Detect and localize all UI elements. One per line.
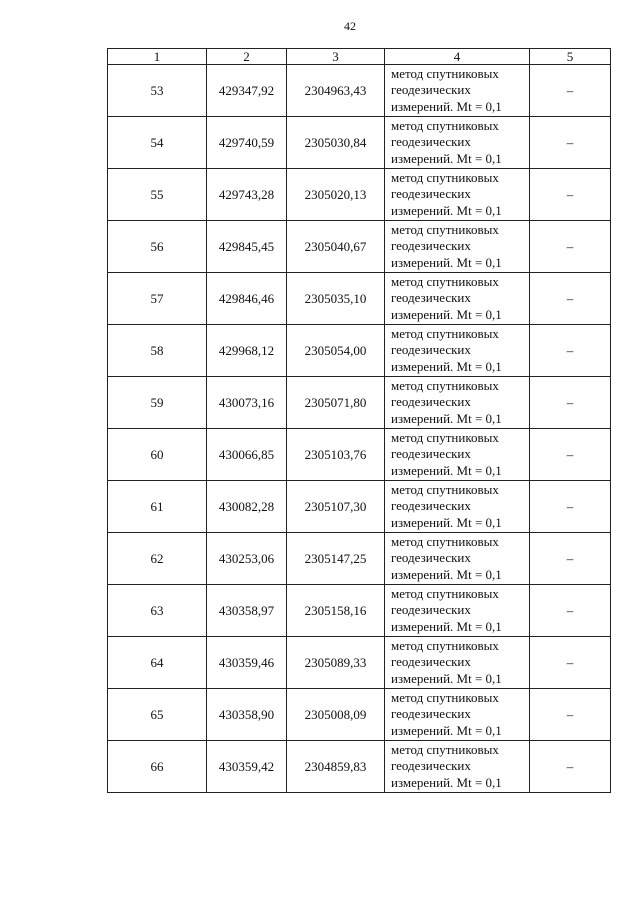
method-line: геодезических: [391, 498, 471, 514]
method-line: метод спутниковых: [391, 637, 499, 653]
method-line: геодезических: [391, 654, 471, 670]
method-line: метод спутниковых: [391, 221, 499, 237]
method-line: метод спутниковых: [391, 65, 499, 81]
table-row: [108, 325, 611, 377]
page-number: 42: [344, 19, 356, 33]
coordinate-y: 2305147,25: [287, 533, 385, 585]
method-line: метод спутниковых: [391, 429, 499, 445]
point-number: 55: [108, 169, 207, 221]
point-number: 59: [108, 377, 207, 429]
point-number: 56: [108, 221, 207, 273]
coordinate-y: 2305040,67: [287, 221, 385, 273]
table-row: [108, 117, 611, 169]
header-col-4: 4: [385, 49, 530, 65]
method-line: геодезических: [391, 238, 471, 254]
method-description: [385, 585, 530, 637]
method-line: измерений. Mt = 0,1: [391, 150, 502, 166]
point-number: 54: [108, 117, 207, 169]
note-cell: –: [530, 689, 611, 741]
table-row: [108, 585, 611, 637]
note-cell: –: [530, 637, 611, 689]
coordinate-x: 430082,28: [207, 481, 287, 533]
method-description: [385, 377, 530, 429]
method-line: измерений. Mt = 0,1: [391, 618, 502, 634]
coordinate-x: 429846,46: [207, 273, 287, 325]
method-description: [385, 169, 530, 221]
note-cell: –: [530, 221, 611, 273]
note-cell: –: [530, 741, 611, 793]
note-cell: –: [530, 273, 611, 325]
method-line: метод спутниковых: [391, 689, 499, 705]
point-number: 66: [108, 741, 207, 793]
point-number: 58: [108, 325, 207, 377]
table-row: [108, 637, 611, 689]
note-cell: –: [530, 377, 611, 429]
header-col-3: 3: [287, 49, 385, 65]
coordinate-x: 429347,92: [207, 65, 287, 117]
method-line: измерений. Mt = 0,1: [391, 722, 502, 738]
method-line: метод спутниковых: [391, 117, 499, 133]
method-description: [385, 325, 530, 377]
point-number: 53: [108, 65, 207, 117]
method-line: геодезических: [391, 550, 471, 566]
coordinate-y: 2304859,83: [287, 741, 385, 793]
note-cell: –: [530, 533, 611, 585]
header-col-1: 1: [108, 49, 207, 65]
coordinate-x: 429740,59: [207, 117, 287, 169]
point-number: 60: [108, 429, 207, 481]
table-row: [108, 273, 611, 325]
coordinate-x: 430066,85: [207, 429, 287, 481]
method-description: [385, 741, 530, 793]
point-number: 61: [108, 481, 207, 533]
method-description: [385, 117, 530, 169]
method-line: измерений. Mt = 0,1: [391, 670, 502, 686]
method-line: измерений. Mt = 0,1: [391, 774, 502, 790]
method-line: измерений. Mt = 0,1: [391, 254, 502, 270]
method-line: геодезических: [391, 758, 471, 774]
table-row: [108, 221, 611, 273]
coordinate-y: 2305089,33: [287, 637, 385, 689]
method-description: [385, 533, 530, 585]
method-description: [385, 221, 530, 273]
coordinate-x: 430359,42: [207, 741, 287, 793]
table-row: [108, 741, 611, 793]
method-line: измерений. Mt = 0,1: [391, 202, 502, 218]
coordinate-y: 2305008,09: [287, 689, 385, 741]
method-line: геодезических: [391, 446, 471, 462]
method-line: измерений. Mt = 0,1: [391, 410, 502, 426]
method-line: измерений. Mt = 0,1: [391, 566, 502, 582]
note-cell: –: [530, 325, 611, 377]
method-description: [385, 273, 530, 325]
header-col-2: 2: [207, 49, 287, 65]
method-line: измерений. Mt = 0,1: [391, 514, 502, 530]
coordinate-y: 2305020,13: [287, 169, 385, 221]
method-line: метод спутниковых: [391, 585, 499, 601]
method-description: [385, 637, 530, 689]
coordinate-x: 430253,06: [207, 533, 287, 585]
method-line: метод спутниковых: [391, 273, 499, 289]
header-col-5: 5: [530, 49, 611, 65]
method-description: [385, 429, 530, 481]
point-number: 62: [108, 533, 207, 585]
method-line: геодезических: [391, 394, 471, 410]
coordinate-y: 2305054,00: [287, 325, 385, 377]
method-description: [385, 689, 530, 741]
method-line: измерений. Mt = 0,1: [391, 358, 502, 374]
coordinate-x: 430073,16: [207, 377, 287, 429]
method-line: геодезических: [391, 134, 471, 150]
method-line: метод спутниковых: [391, 533, 499, 549]
method-description: [385, 65, 530, 117]
coordinate-x: 429743,28: [207, 169, 287, 221]
coordinate-x: 429968,12: [207, 325, 287, 377]
method-line: геодезических: [391, 290, 471, 306]
table-row: [108, 533, 611, 585]
method-line: метод спутниковых: [391, 377, 499, 393]
table-row: [108, 481, 611, 533]
method-line: метод спутниковых: [391, 169, 499, 185]
method-description: [385, 481, 530, 533]
table-row: [108, 377, 611, 429]
method-line: измерений. Mt = 0,1: [391, 306, 502, 322]
table-row: [108, 429, 611, 481]
method-line: метод спутниковых: [391, 741, 499, 757]
coordinate-y: 2305035,10: [287, 273, 385, 325]
point-number: 57: [108, 273, 207, 325]
coordinate-x: 430358,90: [207, 689, 287, 741]
coordinate-y: 2305107,30: [287, 481, 385, 533]
coordinate-y: 2305030,84: [287, 117, 385, 169]
method-line: геодезических: [391, 602, 471, 618]
coordinate-y: 2305071,80: [287, 377, 385, 429]
note-cell: –: [530, 65, 611, 117]
coordinate-x: 430359,46: [207, 637, 287, 689]
note-cell: –: [530, 429, 611, 481]
point-number: 63: [108, 585, 207, 637]
method-line: геодезических: [391, 706, 471, 722]
method-line: метод спутниковых: [391, 481, 499, 497]
point-number: 65: [108, 689, 207, 741]
method-line: метод спутниковых: [391, 325, 499, 341]
note-cell: –: [530, 169, 611, 221]
table-row: [108, 65, 611, 117]
coordinate-y: 2304963,43: [287, 65, 385, 117]
note-cell: –: [530, 117, 611, 169]
note-cell: –: [530, 481, 611, 533]
method-line: измерений. Mt = 0,1: [391, 98, 502, 114]
table-header-row: [108, 49, 611, 65]
method-line: геодезических: [391, 342, 471, 358]
coordinate-y: 2305103,76: [287, 429, 385, 481]
point-number: 64: [108, 637, 207, 689]
note-cell: –: [530, 585, 611, 637]
coordinate-y: 2305158,16: [287, 585, 385, 637]
method-line: геодезических: [391, 82, 471, 98]
coordinates-table: [107, 48, 611, 793]
method-line: измерений. Mt = 0,1: [391, 462, 502, 478]
table-body: [108, 65, 611, 793]
coordinate-x: 430358,97: [207, 585, 287, 637]
table-row: [108, 169, 611, 221]
method-line: геодезических: [391, 186, 471, 202]
coordinate-x: 429845,45: [207, 221, 287, 273]
table-row: [108, 689, 611, 741]
